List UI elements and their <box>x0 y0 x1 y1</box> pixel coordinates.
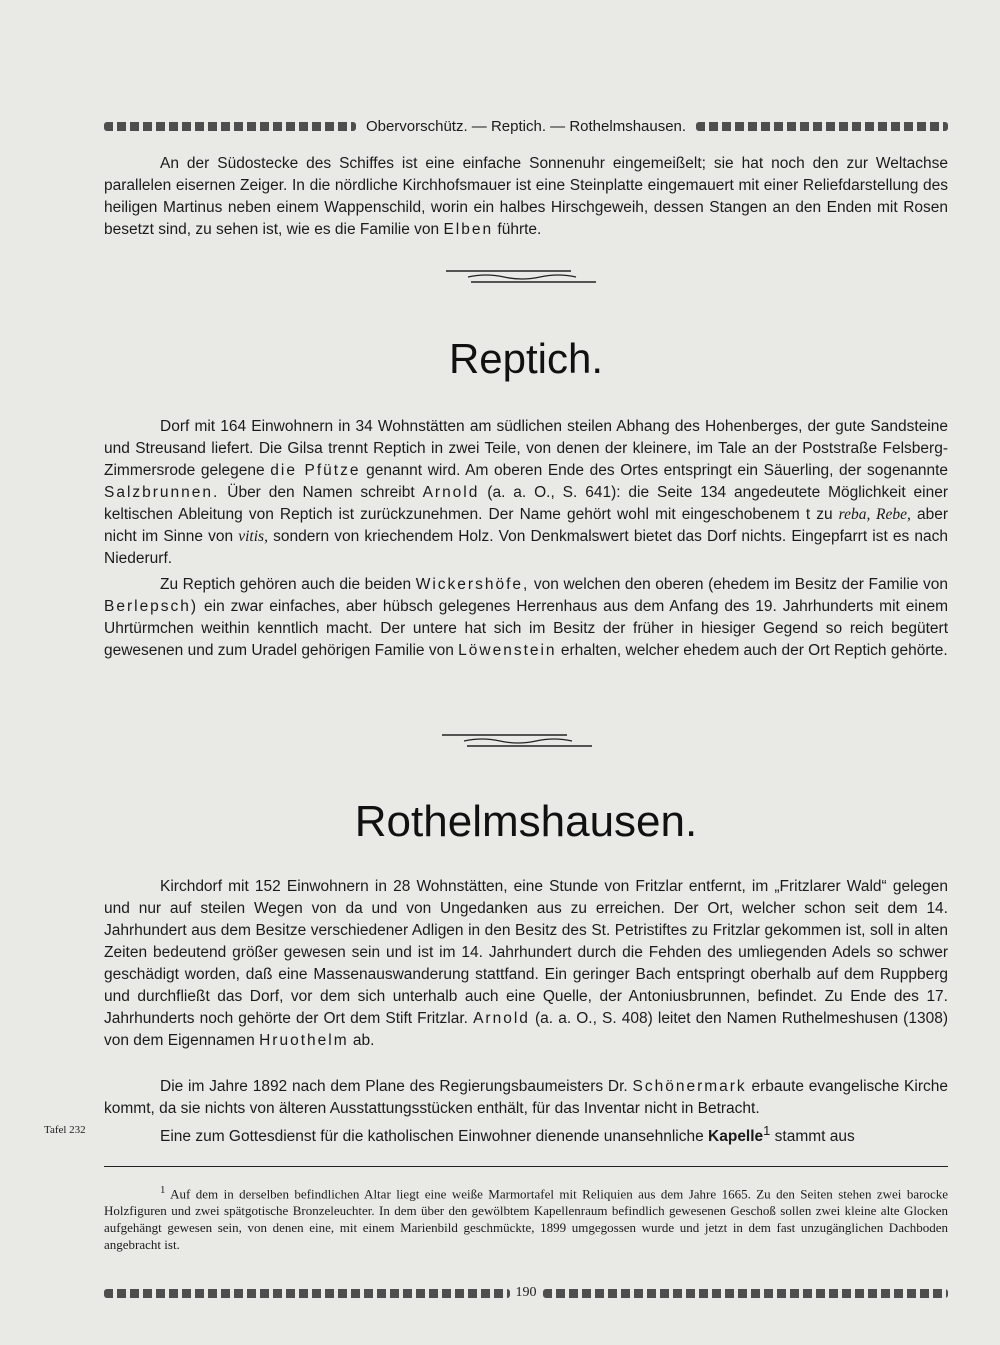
section-divider-icon <box>442 732 592 748</box>
rothelmshausen-paragraph-3: Eine zum Gottesdienst für die katholischen Einwohner dienende unansehnliche Kapelle$^1$ stammt aus <box>160 1123 855 1146</box>
reptich-paragraph-1: Dorf mit 164 Einwohnern in 34 Wohnstätten am südlichen steilen Abhang des Hohenberges, der gute Sandsteine und Streusand liefert. Die Gilsa trennt Reptich in zwei Teile, von denen der kleinere, im Tale an der Poststraße Felsberg-Zimmersrode gelegene die Pfütze genannt wird. Am oberen Ende des Ortes entspringt ein Säuerling, der sogenannte Salzbrunnen. Über den Namen schreibt Arnold (a. a. O., S. 641): die Seite 134 angedeutete Möglichkeit einer keltischen Ableitung von Reptich ist zurückzunehmen. Der Name gehört wohl mit eingeschobenem t zu reba, Rebe, aber nicht im Sinne von vitis, sondern von kriechendem Holz. Von Denkmalswert bietet das Dorf nichts. Eingepfarrt ist es nach Niederurf. <box>104 418 949 567</box>
footnote-number: 1 <box>160 1184 166 1196</box>
footnote-ref: 1 <box>763 1123 771 1138</box>
rothelmshausen-paragraph-2: Die im Jahre 1892 nach dem Plane des Regierungsbaumeisters Dr. Schönermark erbaute evangelische Kirche kommt, da sie nichts von älteren Ausstattungsstücken enthält, für das Inventar nicht in Betracht. <box>104 1078 948 1117</box>
footnote-rule <box>104 1166 948 1167</box>
reptich-paragraph-2: Zu Reptich gehören auch die beiden Wickershöfe, von welchen den oberen (ehedem im Besitz der Familie von Berlepsch) ein zwar einfaches, aber hübsch gelegenes Herrenhaus aus dem Anfang des 19. Jahrhunderts mit einem Uhrtürmchen weithin kenntlich macht. Der untere hat sich im Besitz der früher in hiesiger Gegend so reich begütert gewesenen und zum Uradel gehörigen Familie von Löwenstein erhalten, welcher ehedem auch der Ort Reptich gehörte. <box>104 576 948 659</box>
running-head-text: Obervorschütz. — Reptich. — Rothelmshausen. <box>365 117 687 135</box>
footnote <box>104 1182 948 1253</box>
family-name: Elben <box>443 221 494 238</box>
section-divider-icon <box>446 268 596 284</box>
heading-reptich: Reptich. <box>448 335 604 382</box>
ornament-left-icon <box>104 122 356 131</box>
page-number: 190 <box>515 1285 537 1300</box>
intro-paragraph: An der Südostecke des Schiffes ist eine einfache Sonnenuhr eingemeißelt; sie hat noch den zur Weltachse parallelen eisernen Zeiger. In die nördliche Kirchhofsmauer ist eine Steinplatte eingemauert mit einer Reliefdarstellung des heiligen Martinus neben einem Wappenschild, worin ein halbes Hirschgeweih, dessen Stangen an den Enden mit Rosen besetzt sind, zu sehen ist, wie es die Familie von Elben führte. <box>104 155 948 238</box>
footnote-text: Auf dem in derselben befindlichen Altar liegt eine weiße Marmortafel mit Reliquien aus dem Jahre 1665. Zu den Seiten stehen zwei barocke Holzfiguren und zwei spätgotische Bronzeleuchter. In dem über den gewölbtem Kapellenraum befindlich gewesenen Geschoß sollen zwei kleine alte Glocken aufgehängt gewesen sein, von denen eine, mit einem Marienbild geschmückte, 1899 umgegossen wurde und jetzt in dem fast unzugänglichen Dachboden angebracht ist. <box>104 1186 948 1253</box>
footer-ornament-left-icon <box>104 1289 510 1298</box>
running-head <box>104 115 948 137</box>
rothelmshausen-paragraph-1: Kirchdorf mit 152 Einwohnern in 28 Wohnstätten, eine Stunde von Fritzlar entfernt, im „Fritzlarer Wald“ gelegen und nur auf steilen Wegen von da und von Ungedanken aus zu erreichen. Der Ort, welcher schon seit dem 14. Jahrhundert aus dem Besitze verschiedener Adligen in den Besitz des St. Petristiftes zu Fritzlar gekommen ist, soll in alten Zeiten bedeutend größer gewesen sein und ist im 14. Jahrhundert durch die Fehden des umliegenden Adels so schwer geschädigt worden, daß eine Massenauswanderung stattfand. Ein geringer Bach entspringt oberhalb auf dem Ruppberg und durchfließt das Dorf, vor dem sich unterhalb auch eine Quelle, der Antoniusbrunnen, befindet. Zu Ende des 17. Jahrhunderts noch gehörte der Ort dem Stift Fritzlar. Arnold (a. a. O., S. 408) leitet den Namen Ruthelmeshusen (1308) von dem Eigennamen Hruothelm ab. <box>104 878 948 1049</box>
ornament-right-icon <box>696 122 948 131</box>
page-footer <box>104 1282 948 1304</box>
kapelle-term: Kapelle <box>708 1128 764 1146</box>
footer-ornament-right-icon <box>543 1289 949 1298</box>
heading-rothelmshausen: Rothelmshausen. <box>354 797 698 846</box>
margin-note-plate: Tafel 232 <box>44 1124 86 1136</box>
